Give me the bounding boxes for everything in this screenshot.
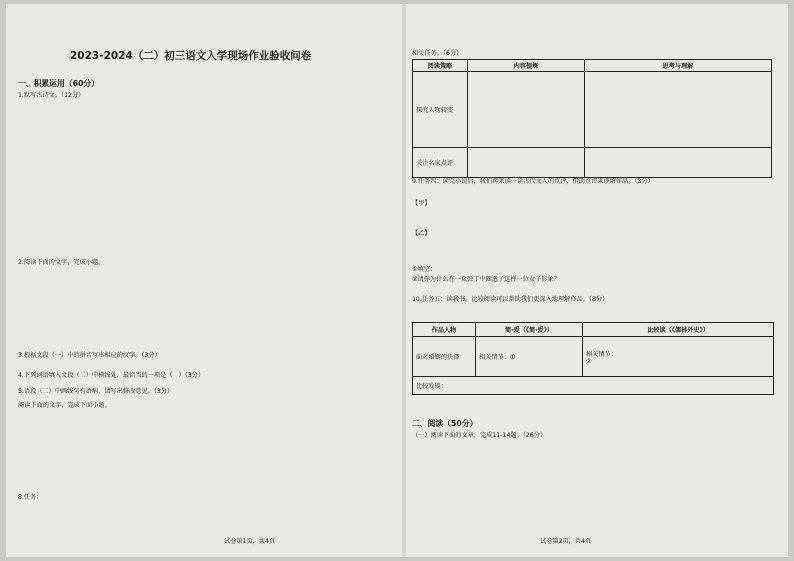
table-cell: 面对婚姻的抉择 [413, 337, 476, 377]
table-cell [468, 148, 585, 178]
question-1: 1.默写古诗文。（12分） [18, 92, 85, 99]
note-yi: 【乙】 [412, 230, 431, 237]
question-3: 3.根据文段（一）中的拼音写出相应的汉字。（3分） [18, 352, 161, 359]
reading-intro: 阅读下面的文字，完成下面小题。 [18, 402, 111, 409]
table-header: 简·爱（《简·爱》） [476, 323, 583, 337]
table-cell: 探究人物转变 [413, 72, 468, 148]
cell-line: ② [586, 357, 592, 365]
section-heading-2: 二、阅读（50分） [412, 419, 478, 428]
exam-title: 2023-2024（二）初三语文入学现场作业验收问卷 [70, 50, 312, 62]
table-cell: 关注名家点评 [413, 148, 468, 178]
question-2: 2.阅读下面的文字，完成小题。 [18, 259, 105, 266]
section-heading-1: 一、积累运用（60分） [18, 79, 100, 88]
sub-question-1: ①填空： [412, 266, 437, 273]
left-page [10, 4, 398, 557]
table-cell [583, 337, 774, 377]
sub-question-2: ②请你为什么在一众弹丁中圈选了这样一位女子形象？ [412, 276, 560, 283]
table-header: 阅读策略 [413, 60, 468, 72]
table-cell [468, 72, 585, 148]
task-label: 相关任务。（6分） [412, 50, 463, 57]
strategy-table [412, 59, 772, 178]
note-jia: 【甲】 [412, 200, 431, 207]
table-header: 内容提炼 [468, 60, 585, 72]
question-8: 8.任务： [18, 494, 43, 501]
table-cell [585, 72, 772, 148]
exam-sheet [6, 4, 788, 557]
question-5: 5.语段（二）中画线句有语病，请写出修改意见。（3分） [18, 388, 174, 395]
table-cell [585, 148, 772, 178]
table-cell: 相关情节：① [476, 337, 583, 377]
table-cell: 比较发现： [413, 377, 774, 395]
page-fold [402, 4, 406, 557]
question-9: 9.任务四：读完小说后，我们再来读一读古代文人的点评，借助点评来理解作品。（3分） [412, 178, 654, 185]
question-10: 10.任务五：读我书。比较阅读可以帮助我们更深入地理解作品。（8分） [412, 296, 609, 303]
question-4: 4.下列词语填入文段（二）中横线处，最恰当的一项是（ ）（3分） [18, 372, 205, 379]
page-number-left: 试卷第1页，共4页 [224, 538, 276, 545]
reading-a-intro: （一）阅读下面的文章，完成11-14题。（26分） [412, 432, 547, 439]
table-header: 比较读（《儒林外史》） [583, 323, 774, 337]
table-header: 作品人物 [413, 323, 476, 337]
table-header: 思考与理解 [585, 60, 772, 72]
compare-table [412, 322, 774, 395]
page-number-right: 试卷第2页，共4页 [540, 538, 592, 545]
cell-line: 相关情节： [586, 350, 617, 358]
right-page [410, 4, 782, 557]
